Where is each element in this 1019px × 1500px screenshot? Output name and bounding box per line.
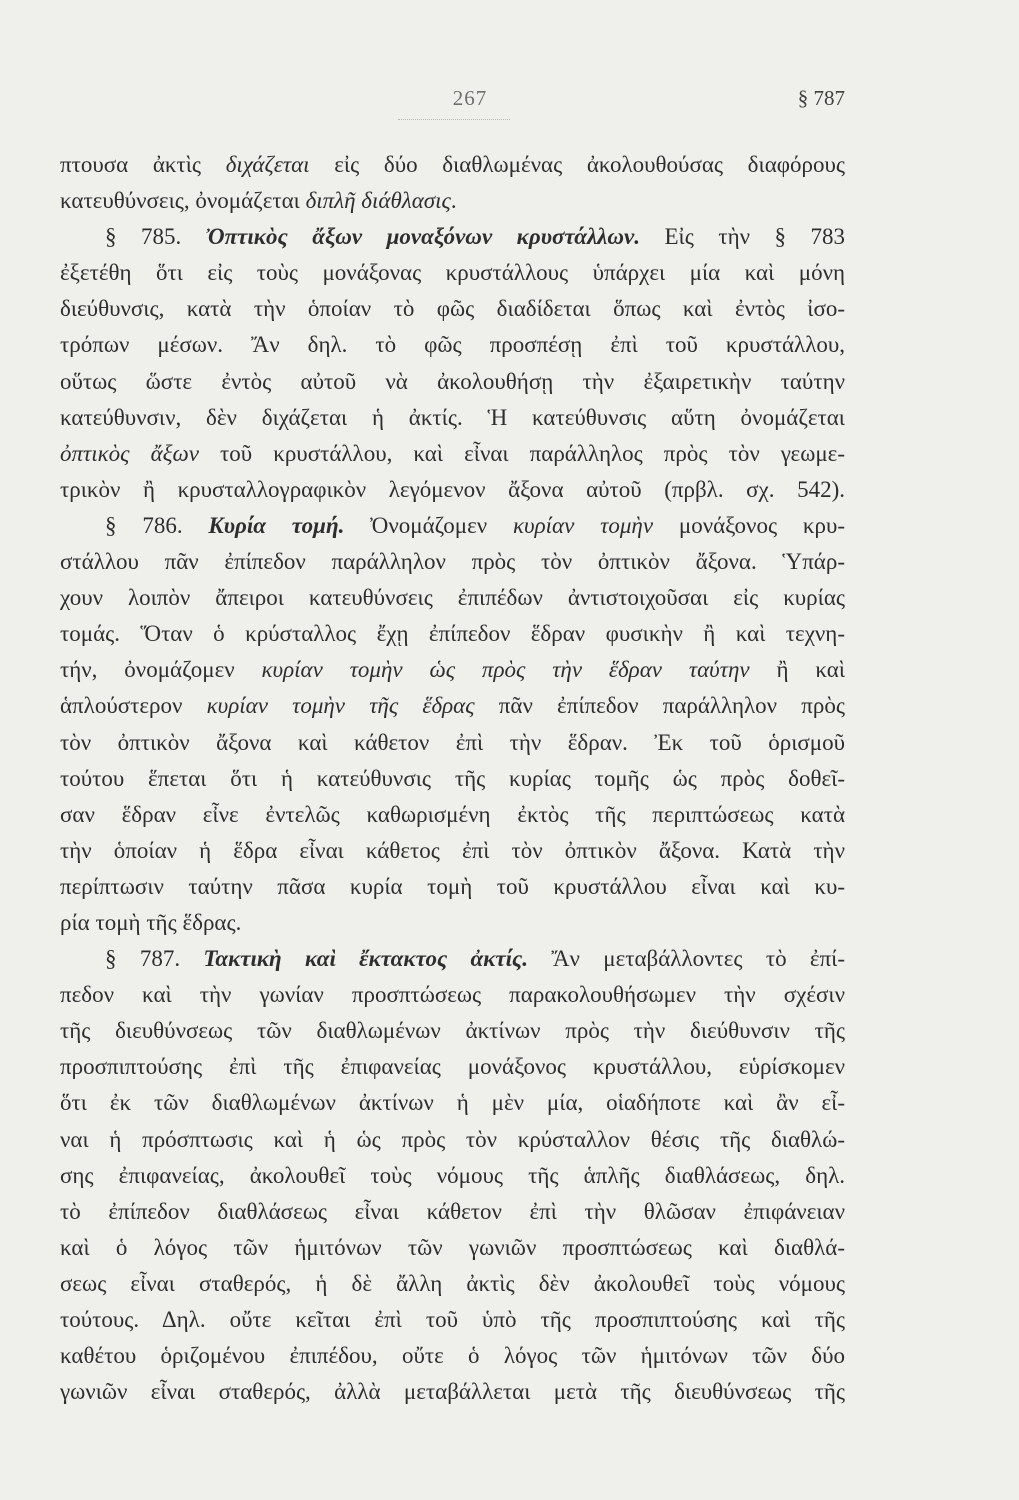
italic-term: κυρίαν τομὴν ὡς πρὸς τὴν ἕδραν ταύτην (261, 657, 750, 683)
section-number: § 786. (105, 512, 209, 538)
text-run: τρόπων μέσων. Ἄν δηλ. τὸ φῶς προσπέσῃ ἐπὶ τοῦ κρυστάλλου, (60, 332, 845, 358)
text-line (60, 1158, 845, 1194)
text-run: καθέτου ὁριζομένου ἐπιπέδου, οὔτε ὁ λόγος τῶν ἡμιτόνων τῶν δύο (60, 1343, 845, 1369)
section-heading: Τακτικὴ καὶ ἔκτακτος ἀκτίς. (203, 946, 529, 972)
text-run: πτουσα ἀκτὶς (60, 152, 226, 177)
text-line (60, 255, 845, 291)
text-line (60, 1013, 845, 1049)
italic-term: διχάζεται (225, 152, 310, 177)
text-run: κατεύθυνσιν, δὲν διχάζεται ἡ ἀκτίς. Ἡ κατεύθυνσις αὕτη ὀνομάζεται (60, 404, 845, 430)
text-line (60, 616, 845, 652)
text-run: τὴν ὁποίαν ἡ ἕδρα εἶναι κάθετος ἐπὶ τὸν ὀπτικὸν ἄξονα. Κατὰ τὴν (60, 837, 845, 863)
text-run: οὕτως ὥστε ἐντὸς αὐτοῦ νὰ ἀκολουθήσῃ τὴν ἐξαιρετικὴν ταύτην (60, 368, 845, 394)
text-line (60, 291, 845, 327)
italic-term: κυρίαν τομὴν τῆς ἕδρας (206, 693, 475, 719)
text-line (60, 1338, 845, 1374)
text-run: γωνιῶν εἶναι σταθερός, ἀλλὰ μεταβάλλεται μετὰ τῆς διευθύνσεως τῆς (60, 1379, 845, 1405)
text-run: Ὀνομάζομεν (344, 512, 514, 538)
text-run: ἐξετέθη ὅτι εἰς τοὺς μονάξονας κρυστάλλους ὑπάρχει μία καὶ μόνη (60, 260, 845, 286)
italic-term: διπλῆ διάθλασις (305, 188, 451, 214)
text-line (60, 580, 845, 616)
text-line (60, 400, 845, 436)
text-run: πᾶν ἐπίπεδον παράλληλον πρὸς (474, 693, 845, 719)
text-run: χουν λοιπὸν ἄπειροι κατευθύνσεις ἐπιπέδων ἀντιστοιχοῦσαι εἰς κυρίας (60, 585, 845, 611)
text-run: διεύθυνσις, κατὰ τὴν ὁποίαν τὸ φῶς διαδίδεται ὅπως καὶ ἐντὸς ἰσο- (60, 296, 845, 322)
text-line (60, 797, 845, 833)
text-line (60, 1194, 845, 1230)
text-run: ὅτι ἐκ τῶν διαθλωμένων ἀκτίνων ἡ μὲν μία, οἱαδήποτε καὶ ἂν εἶ- (60, 1090, 845, 1116)
text-line (60, 147, 845, 183)
text-run: τρικὸν ἢ κρυσταλλογραφικὸν λεγόμενον ἄξονα αὐτοῦ (πρβλ. σχ. 542). (60, 476, 845, 502)
text-run: τὸν ὀπτικὸν ἄξονα καὶ κάθετον ἐπὶ τὴν ἕδραν. Ἐκ τοῦ ὁρισμοῦ (60, 729, 845, 755)
text-line (60, 544, 845, 580)
text-run: ναι ἡ πρόσπτωσις καὶ ἡ ὡς πρὸς τὸν κρύσταλλον θέσις τῆς διαθλώ- (60, 1126, 845, 1152)
page-number: 267 (452, 86, 488, 110)
text-run: τῆς διευθύνσεως τῶν διαθλωμένων ἀκτίνων πρὸς τὴν διεύθυνσιν τῆς (60, 1018, 845, 1044)
text-line (60, 869, 845, 905)
text-line (60, 725, 845, 761)
text-run: πεδον καὶ τὴν γωνίαν προσπτώσεως παρακολουθήσωμεν τὴν σχέσιν (60, 982, 845, 1008)
text-run: σεως εἶναι σταθερός, ἡ δὲ ἄλλη ἀκτὶς δὲν ἀκολουθεῖ τοὺς νόμους (60, 1270, 845, 1296)
text-line (60, 941, 845, 977)
text-run: κατευθύνσεις, ὀνομάζεται (60, 188, 306, 214)
text-run: στάλλου πᾶν ἐπίπεδον παράλληλον πρὸς τὸν ὀπτικὸν ἄξονα. Ὑπάρ- (60, 549, 845, 575)
section-heading: Ὀπτικὸς ἄξων μοναξόνων κρυστάλλων. (205, 224, 640, 250)
text-line (60, 977, 845, 1013)
text-run: περίπτωσιν ταύτην πᾶσα κυρία τομὴ τοῦ κρυστάλλου εἶναι καὶ κυ- (60, 873, 845, 899)
text-run: ἁπλούστερον (60, 693, 207, 719)
text-line (60, 364, 845, 400)
text-run: προσπιπτούσης ἐπὶ τῆς ἐπιφανείας μονάξονος κρυστάλλου, εὑρίσκομεν (60, 1054, 845, 1080)
text-line (60, 905, 845, 941)
text-run: τούτους. Δηλ. οὔτε κεῖται ἐπὶ τοῦ ὑπὸ τῆς προσπιπτούσης καὶ τῆς (60, 1307, 845, 1332)
text-run: ρία τομὴ τῆς ἕδρας. (60, 909, 242, 935)
text-run: Εἰς τὴν § 783 (639, 224, 845, 250)
text-run: τομάς. Ὅταν ὁ κρύσταλλος ἔχῃ ἐπίπεδον ἕδραν φυσικὴν ἢ καὶ τεχνη- (60, 621, 845, 647)
text-line (60, 1266, 845, 1302)
paragraph (60, 508, 845, 941)
text-run: καὶ ὁ λόγος τῶν ἡμιτόνων τῶν γωνιῶν προσπτώσεως καὶ διαθλά- (60, 1234, 845, 1260)
text-line (60, 833, 845, 869)
paragraph (60, 219, 845, 508)
text-run: . (450, 188, 457, 214)
text-run: τὸ ἐπίπεδον διαθλάσεως εἶναι κάθετον ἐπὶ τὴν θλῶσαν ἐπιφάνειαν (60, 1198, 845, 1224)
text-run: εἰς δύο διαθλωμένας ἀκολουθούσας διαφόρους (309, 152, 845, 177)
paragraph (60, 941, 845, 1410)
text-run: σαν ἕδραν εἶνε ἐντελῶς καθωρισμένη ἐκτὸς τῆς περιπτώσεως κατὰ (60, 801, 845, 827)
header-rule (398, 119, 510, 120)
text-line (60, 219, 845, 255)
section-number: § 785. (105, 224, 206, 250)
text-line (60, 761, 845, 797)
section-heading: Κυρία τομή. (208, 512, 345, 538)
text-line (60, 183, 845, 219)
text-line (60, 1230, 845, 1266)
text-line (60, 1374, 845, 1410)
text-line (60, 508, 845, 544)
text-line (60, 688, 845, 724)
italic-term: κυρίαν τομὴν (513, 512, 654, 538)
text-run: τοῦ κρυστάλλου, καὶ εἶναι παράλληλος πρὸς τὸν γεωμε- (198, 440, 846, 466)
text-line (60, 1085, 845, 1121)
text-run: μονάξονος κρυ- (653, 512, 845, 538)
paragraph (60, 147, 845, 219)
text-line (60, 1049, 845, 1085)
text-run: ἢ καὶ (749, 657, 846, 683)
text-line (60, 652, 845, 688)
body-text (60, 147, 845, 1410)
text-line (60, 327, 845, 363)
section-number: § 787. (105, 946, 204, 972)
italic-term: ὀπτικὸς ἄξων (60, 440, 199, 466)
text-run: τούτου ἕπεται ὅτι ἡ κατεύθυνσις τῆς κυρίας τομῆς ὡς πρὸς δοθεῖ- (60, 765, 845, 791)
text-run: τήν, ὀνομάζομεν (60, 657, 262, 683)
text-line (60, 436, 845, 472)
text-line (60, 1302, 845, 1338)
running-section-reference: § 787 (797, 86, 845, 110)
text-run: σης ἐπιφανείας, ἀκολουθεῖ τοὺς νόμους τῆς ἁπλῆς διαθλάσεως, δηλ. (60, 1162, 845, 1188)
text-line (60, 472, 845, 508)
text-run: Ἄν μεταβάλλοντες τὸ ἐπί- (528, 946, 846, 972)
text-line (60, 1122, 845, 1158)
